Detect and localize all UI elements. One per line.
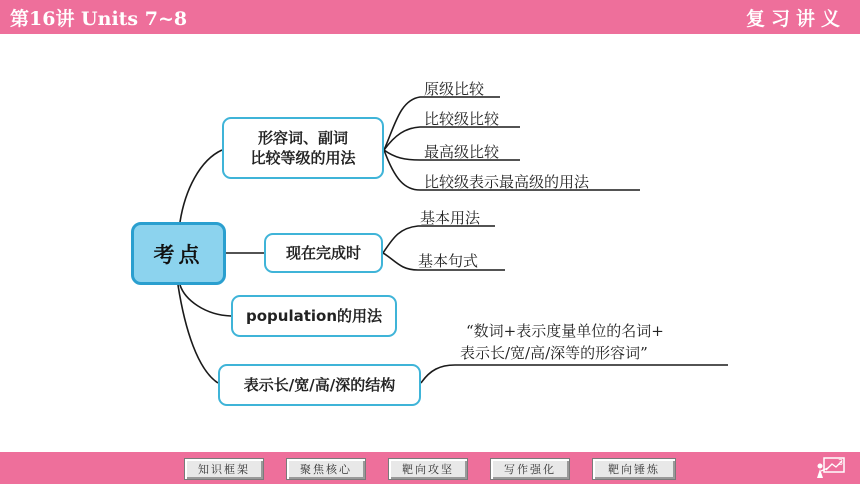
- branch-population-label: population的用法: [245, 307, 383, 325]
- leaf-structure-line2: 表示长/宽/高/深等的形容词”: [460, 344, 648, 362]
- presenter-icon[interactable]: [814, 456, 850, 480]
- nav-focus-core-button[interactable]: 聚焦核心: [286, 458, 366, 480]
- mindmap-root: 考点: [131, 222, 226, 285]
- nav-knowledge-framework-button[interactable]: 知识框架: [184, 458, 264, 480]
- branch-dimensions-label: 表示长/宽/高/深的结构: [243, 376, 396, 394]
- leaf-basic-sentence: 基本句式: [418, 252, 479, 270]
- leaf-positive-degree: 原级比较: [424, 80, 485, 98]
- connector-root-branch4: [178, 285, 218, 383]
- nav-targeted-tackle-button[interactable]: 靶向攻坚: [388, 458, 468, 480]
- leaf-comparative: 比较级比较: [424, 110, 500, 128]
- leaf-basic-usage: 基本用法: [420, 209, 481, 227]
- page-number: 3: [838, 458, 844, 467]
- nav-targeted-practice-button[interactable]: 靶向锤炼: [592, 458, 676, 480]
- branch-dimensions: [218, 364, 421, 406]
- leaf-comparative-as-superlative: 比较级表示最高级的用法: [424, 173, 590, 191]
- branch-comparison: [222, 117, 384, 179]
- branch-present-perfect-label: 现在完成时: [285, 244, 361, 262]
- branch-population: [231, 295, 397, 337]
- connector-b4-leaf: [421, 365, 728, 383]
- lesson-title: 第16讲 Units 7~8: [10, 8, 188, 30]
- leaf-structure-line1: “数词+表示度量单位的名词+: [466, 322, 664, 340]
- leaf-superlative: 最高级比较: [424, 143, 500, 161]
- branch-comparison-line2: 比较等级的用法: [250, 149, 356, 167]
- nav-writing-button[interactable]: 写作强化: [490, 458, 570, 480]
- connector-root-branch1: [180, 150, 222, 222]
- connector-b2-leaf1: [383, 226, 495, 253]
- section-title: 复习讲义: [745, 8, 846, 30]
- branch-present-perfect: [264, 233, 383, 273]
- branch-comparison-line1: 形容词、副词: [257, 129, 348, 147]
- connector-root-branch3: [180, 285, 231, 316]
